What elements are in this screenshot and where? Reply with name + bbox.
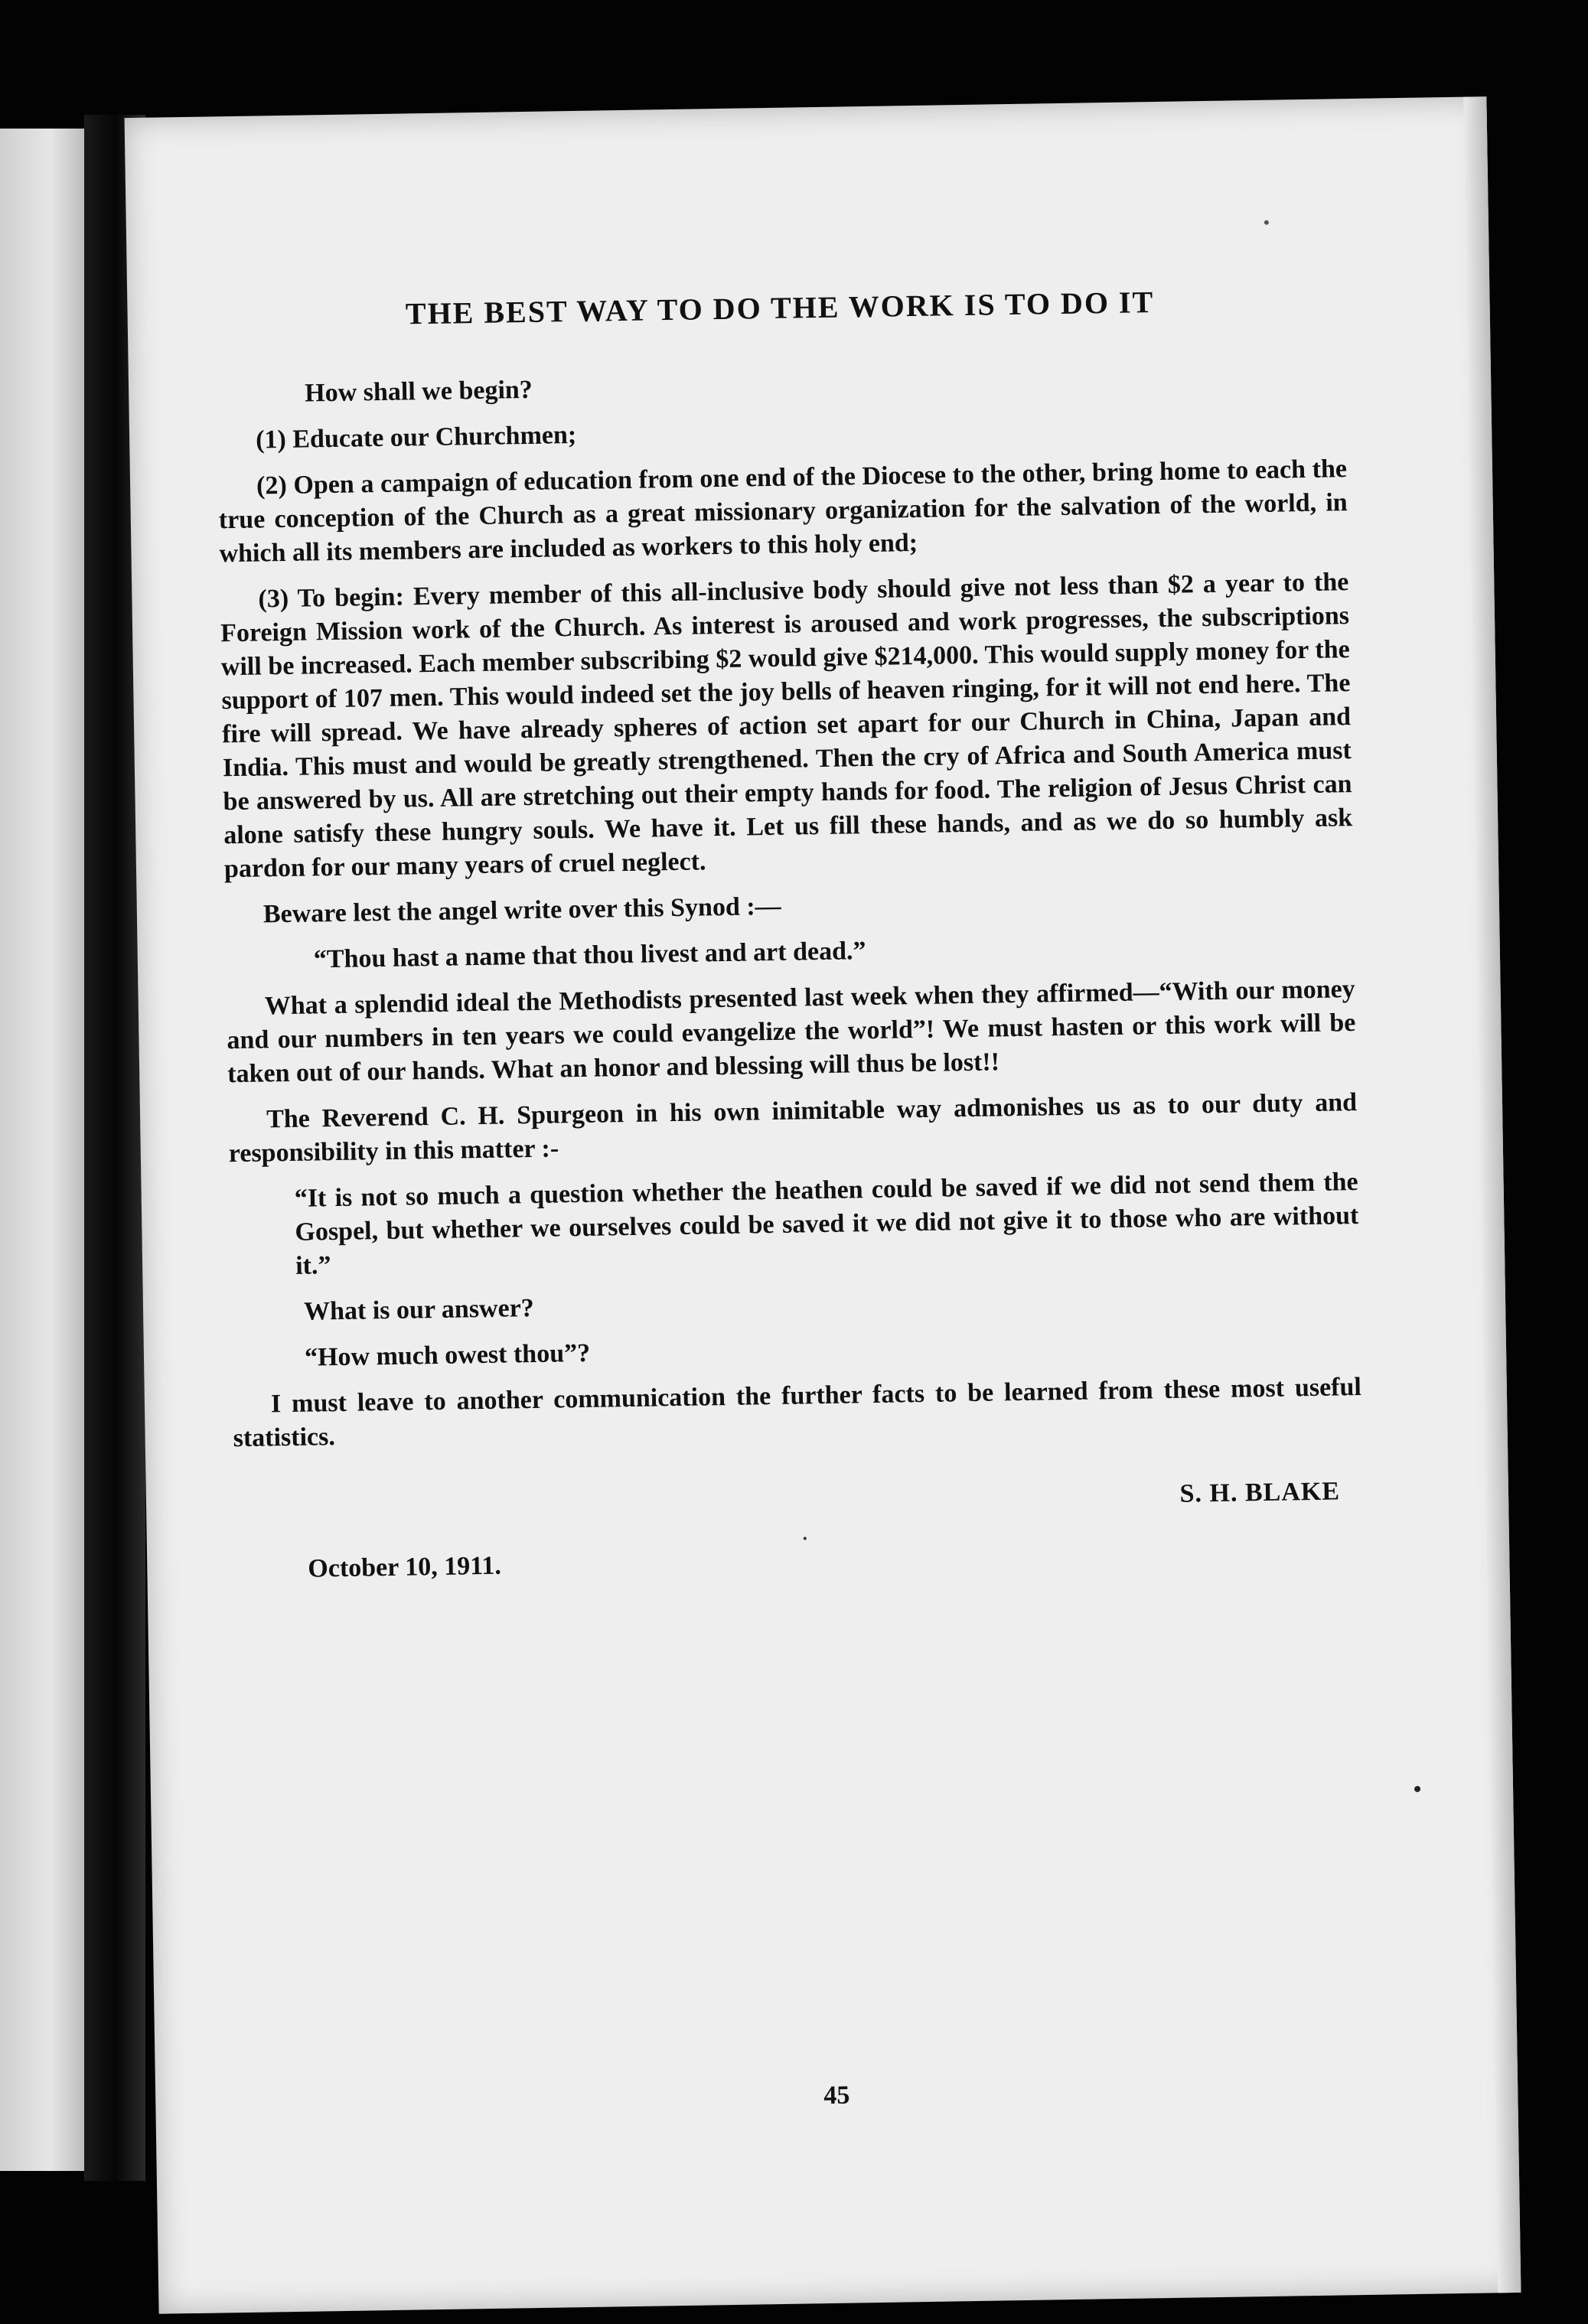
page-content	[215, 282, 1364, 1587]
page-number: 45	[823, 2081, 850, 2111]
point-2: (2) Open a campaign of education from one end of the Diocese to the other, bring home to each the true conception of the Church as a great missionary organization for the salvation of the world, in which all its members are included as workers to this holy end;	[218, 455, 1348, 569]
methodists-paragraph: What a splendid ideal the Methodists presented last week when they affirmed—“With our money and our numbers in ten years we could evangelize the world”! We must hasten or this work will be taken out of our hands. What an honor and blessing will thus be lost!!	[227, 975, 1356, 1089]
question-line: How shall we begin?	[304, 375, 533, 408]
point-3: (3) To begin: Every member of this all-inclusive body should give not less than $2 a year to the Foreign Mission work of the Church. As interest is aroused and work progresses, the subscriptions will be increased. Each member subscribing $2 would give $214,000. This would supply money for the support of 107 men. This would indeed set the joy bells of heaven ringing, for it will not end here. The fire will spread. We have already spheres of action set apart for our Church in China, Japan and India. This must and would be greatly strengthened. Then the cry of Africa and South America must be answered by us. All are stretching out their empty hands for food. The religion of Jesus Christ can alone satisfy these hungry souls. We have it. Let us fill these hands, and as we do so humbly ask pardon for our many years of cruel neglect.	[220, 568, 1353, 884]
date-line: October 10, 1911.	[308, 1551, 502, 1583]
beware-line: Beware lest the angel write over this Synod :—	[262, 891, 781, 929]
point-1: (1) Educate our Churchmen;	[255, 420, 577, 455]
answer-line: What is our answer?	[303, 1293, 535, 1326]
document-page	[125, 96, 1521, 2314]
thou-quote: “Thou hast a name that thou livest and art dead.”	[313, 937, 866, 974]
facing-page-edge	[0, 129, 84, 2171]
closing-paragraph: I must leave to another communication the further facts to be learned from these most useful statistics.	[233, 1372, 1362, 1453]
signature: S. H. BLAKE	[1179, 1477, 1341, 1508]
page-edge-shadow	[1463, 96, 1521, 2293]
page-title: THE BEST WAY TO DO THE WORK IS TO DO IT	[405, 285, 1155, 331]
spurgeon-quote: “It is not so much a question whether the heathen could be saved if we did not send them the Gospel, but whether we ourselves could be saved it we did not give it to those who are without it.”	[294, 1168, 1359, 1280]
owest-line: “How much owest thou”?	[304, 1338, 591, 1372]
spurgeon-paragraph: The Reverend C. H. Spurgeon in his own inimitable way admonishes us as to our duty and responsibility in this matter :-	[228, 1088, 1358, 1169]
